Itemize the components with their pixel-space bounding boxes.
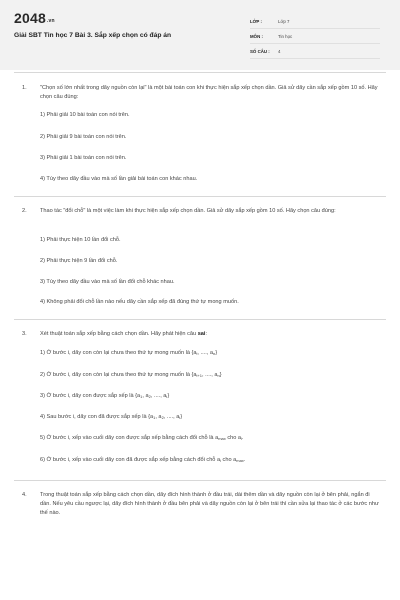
meta-row-count: SỐ CÂU : 4: [250, 44, 380, 59]
option[interactable]: 2) Ở bước i, dãy con còn lại chưa theo thứ tự mong muốn là {$a_{i+1}$, ...., $a_n$}: [40, 372, 222, 378]
divider: [14, 72, 386, 73]
option[interactable]: 4) Sau bước i, dãy con đã được sắp xếp là {$a_1$, $a_2$, ...., $a_i$}: [40, 414, 183, 420]
meta-row-class: LỚP : Lớp 7: [250, 14, 380, 29]
question-stem: Trong thuật toán sắp xếp bằng cách chọn dần, dãy đích hình thành ở đầu trái, dài thêm dần và dãy nguồn còn lại ở bên phải, ngắn đi dần. Nếu yêu cầu ngược lại, dãy đích hình thành ở đầu bên phải và dãy nguồn còn lại ở bên trái thì cần sửa lại thao tác ở các bước như thế nào.: [40, 492, 379, 516]
question-stem: "Chọn số lớn nhất trong dãy nguồn còn lại" là một bài toán con khi thực hiện sắp xếp chọn dần. Giả sử dãy cần sắp xếp gồm 10 số. Hãy chọn câu đúng:: [40, 85, 378, 100]
question-1: 1. "Chọn số lớn nhất trong dãy nguồn còn lại" là một bài toán con khi thực hiện sắp xếp chọn dần. Giả sử dãy cần sắp xếp gồm 10 số. Hãy chọn câu đúng:: [22, 84, 382, 102]
option[interactable]: 3) Phải giải 1 bài toán con nói trên.: [40, 155, 127, 161]
question-stem: Thao tác "đổi chỗ" là một việc làm khi thực hiện sắp xếp chọn dần. Giả sử dãy sắp xếp gồm 10 số. Hãy chọn câu đúng:: [40, 208, 336, 214]
meta-row-subject: MÔN : Tin học: [250, 29, 380, 44]
divider: [14, 319, 386, 320]
option[interactable]: 2) Phải giải 9 bài toán con nói trên.: [40, 134, 127, 140]
option[interactable]: 3) Tùy theo dãy đầu vào mà số lần đổi chỗ khác nhau.: [40, 279, 175, 285]
option[interactable]: 1) Phải giải 10 bài toán con nói trên.: [40, 112, 130, 118]
option[interactable]: 4) Không phải đổi chỗ lần nào nếu dãy cần sắp xếp đã đúng thứ tự mong muốn.: [40, 299, 239, 305]
option[interactable]: 4) Tùy theo dãy đầu vào mà số lần giải bài toán con khác nhau.: [40, 176, 198, 182]
option[interactable]: 6) Ở bước i, xếp vào cuối dãy con đã được sắp xếp bằng cách đổi chỗ $a_i$ cho $a_{max}$.: [40, 457, 246, 463]
option[interactable]: 1) Phải thực hiện 10 lần đổi chỗ.: [40, 237, 121, 243]
option[interactable]: 1) Ở bước i, dãy con còn lại chưa theo thứ tự mong muốn là {$a_i$, ...., $a_n$}: [40, 350, 218, 356]
question-stem: Xét thuật toán sắp xếp bằng cách chọn dần. Hãy phát hiện câu sai:: [40, 331, 208, 337]
divider: [14, 480, 386, 481]
divider: [14, 196, 386, 197]
question-4: 4. Trong thuật toán sắp xếp bằng cách chọn dần, dãy đích hình thành ở đầu trái, dài thêm dần và dãy nguồn còn lại ở bên phải, ngắn đi dần. Nếu yêu cầu ngược lại, dãy đích hình thành ở đầu bên phải và dãy nguồn còn lại ở bên trái thì cần sửa lại thao tác ở các bước như thế nào.: [22, 491, 382, 518]
option[interactable]: 3) Ở bước i, dãy con được sắp xếp là {$a_1$, $a_2$, ...., $a_i$}: [40, 393, 170, 399]
option[interactable]: 2) Phải thực hiện 9 lần đổi chỗ.: [40, 258, 118, 264]
option[interactable]: 5) Ở bước i, xếp vào cuối dãy con được sắp xếp bằng cách đổi chỗ là $a_{max}$ cho $a_i$.: [40, 435, 244, 441]
meta-table: [250, 14, 380, 59]
site-logo[interactable]: 2048.vn: [14, 10, 55, 26]
header: [0, 0, 400, 70]
page-title: Giải SBT Tin học 7 Bài 3. Sắp xếp chọn có đáp án: [14, 32, 172, 39]
question-3: 3. Xét thuật toán sắp xếp bằng cách chọn dần. Hãy phát hiện câu sai:: [22, 330, 382, 339]
question-2: 2. Thao tác "đổi chỗ" là một việc làm khi thực hiện sắp xếp chọn dần. Giả sử dãy sắp xếp gồm 10 số. Hãy chọn câu đúng:: [22, 207, 382, 216]
